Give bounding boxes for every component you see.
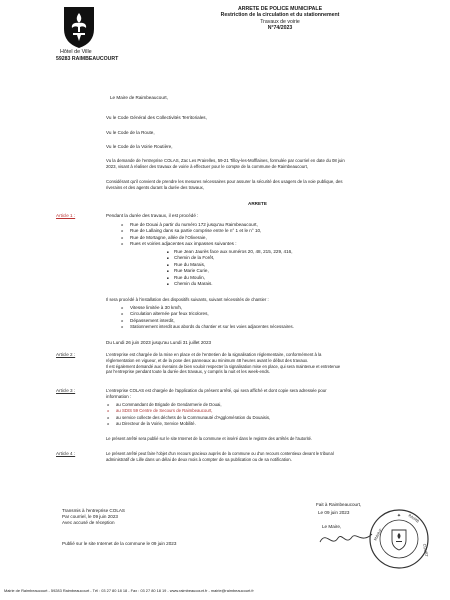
- delivery-line-3: Avec accusé de réception: [62, 519, 115, 525]
- article-2-line-2: réglementation en vigueur, et de la pose des panneaux au minimum 48 heures avant le début des travaux.: [106, 357, 309, 363]
- commune-logo: [62, 5, 96, 49]
- list-item: ■ Rue du Moulin,: [174, 275, 293, 281]
- considerant-line-2: riverains et des agents durant la durée des travaux,: [106, 185, 204, 190]
- list-item: ■ Rue du Marais,: [174, 262, 293, 268]
- delivery-block: [62, 508, 125, 525]
- article-1-street-list: [130, 222, 261, 248]
- list-item: o Rue de Douai à partir du numéro 172 jusqu'au Raimbeaucourt,: [130, 222, 261, 228]
- vu-line-4b: 2023, visant à réaliser des travaux de voirie à effectuer pour le compte de la commune de Raimbeaucourt,: [106, 164, 308, 169]
- article-1-measures-intro: Il sera procédé à l'installation des dispositifs suivants, suivant nécessités de chantier :: [106, 297, 269, 302]
- title-line-3: Travaux de voirie: [260, 18, 300, 25]
- list-item: ■ Rue Jean Jaurès face aux numéros 20, 48, 215, 229, 416,: [174, 249, 293, 255]
- vu-line-3: Vu le Code de la Voirie Routière,: [106, 144, 173, 149]
- list-item: ■ Chemin du Marais.: [174, 281, 293, 287]
- article-3-text: [106, 388, 446, 400]
- title-line-2: Restriction de la circulation et du stationnement: [220, 12, 340, 19]
- article-1-sub-list: [174, 249, 293, 287]
- vu-line-2: Vu le Code de la Route,: [106, 130, 155, 135]
- list-item: o Circulation alternée par feux tricolores,: [130, 311, 294, 317]
- list-item: ■ Chemin de la Forêt,: [174, 255, 293, 261]
- signature-place: Fait à Raimbeaucourt,: [316, 502, 362, 507]
- article-3-line-1: L'entreprise COLAS est chargée de l'application du présent arrêté, qui sera affiché et dont copie sera adressée pour: [106, 388, 327, 393]
- list-item: ■ Rue Marie Curie,: [174, 268, 293, 274]
- article-4-text: [106, 451, 446, 463]
- svg-text:✦: ✦: [396, 513, 402, 519]
- article-1-intro: Pendant la durée des travaux, il est procédé :: [106, 213, 199, 218]
- delivery-line-1: Transmis à l'entreprise COLAS: [62, 508, 125, 513]
- article-3-line-2: information :: [106, 393, 132, 399]
- delivery-line-2: Par courriel, le 09 juin 2023: [62, 513, 118, 519]
- publication-line: Publié sur le site Internet de la commune le 09 juin 2023: [62, 541, 177, 546]
- article-1-measures-list: [130, 305, 294, 331]
- list-item: o Dépassement interdit,: [130, 318, 294, 324]
- article-2-text: [106, 352, 446, 375]
- list-item: o au service collecte des déchets de la Communauté d'Agglomération du Douaisis,: [116, 415, 270, 421]
- title-line-1: ARRETE DE POLICE MUNICIPALE: [237, 6, 323, 12]
- title-line-4: N°74/2023: [267, 25, 293, 32]
- list-item: o au Commandant de Brigade de Gendarmerie de Douai,: [116, 402, 270, 408]
- list-item: o Vitesse limitée à 30 km/h,: [130, 305, 294, 311]
- article-2-line-4: par l'entreprise pendant toute la durée des travaux, y compris la nuit et les week-ends.: [106, 369, 270, 375]
- document-title: [200, 6, 360, 32]
- signature-date: Le 09 juin 2023: [318, 510, 350, 515]
- article-2-line-1: L'entreprise est chargée de la mise en place et de l'entretien de la signalisation réglementaire, conformément à la: [106, 352, 322, 357]
- article-3-label: Article 3 :: [56, 388, 76, 393]
- maire-line: Le Maire de Raimbeaucourt,: [110, 95, 168, 100]
- list-item: o au Directeur de la Voirie, Service Mobilité.: [116, 421, 270, 427]
- footer-contact: Mairie de Raimbeaucourt - 59283 Raimbeaucourt - Tél : 03 27 80 18 18 - Fax : 03 27 80 18 19 - www.raimbeaucourt.fr - mairie@raimbeaucourt.fr: [4, 588, 254, 593]
- article-2-label: Article 2 :: [56, 352, 76, 357]
- list-item: o au SDIS 59 Centre de Secours de Raimbeaucourt,: [116, 408, 270, 414]
- list-item: o Rue de Mortagne, allée de l'Oliveraie,: [130, 235, 261, 241]
- svg-text:COURT: COURT: [422, 543, 430, 558]
- considerant-line-1: Considérant qu'il convient de prendre les mesures nécessaires pour assurer la sécurité des usagers de la voie publique, des: [106, 179, 343, 184]
- list-item: o Rues et voiries adjacentes aux impasses suivantes :: [130, 241, 261, 247]
- article-3-recipients: [116, 402, 270, 428]
- vu-line-1: Vu le Code Général des Collectivités Territoriales,: [106, 115, 207, 120]
- commune-address: 59283 RAIMBEAUCOURT: [56, 56, 119, 62]
- municipal-seal: [368, 508, 430, 570]
- vu-line-4a: Vu la demande de l'entreprise COLAS, Zac Les Prairelles, 59-21 Tilloy-les-Mofflaines, formulée par courriel en date du 08 juin: [106, 158, 345, 163]
- article-4-label: Article 4 :: [56, 451, 76, 456]
- article-1-label: Article 1 :: [56, 213, 76, 218]
- svg-text:RAIMB: RAIMB: [407, 512, 421, 524]
- svg-text:MAIRIE: MAIRIE: [372, 527, 384, 542]
- signature-maire: Le Maire,: [322, 524, 342, 529]
- article-4-line-1: Le présent arrêté peut faire l'objet d'un recours gracieux auprès de la commune ou d'un recours contentieux devant le tribunal: [106, 451, 334, 456]
- arrete-heading: ARRETE: [248, 201, 267, 206]
- commune-label: Hôtel de Ville: [60, 49, 92, 55]
- article-2-line-3: Il est également demandé aux riverains de bien vouloir respecter la signalisation mise en place, qui sera maintenue et entretenue: [106, 363, 341, 369]
- list-item: o Rue de Lallaing dans sa partie comprise entre le n° 1 et le n° 10,: [130, 228, 261, 234]
- list-item: o Stationnement interdit aux abords du chantier et sur les voies adjacentes nécessaires.: [130, 324, 294, 330]
- article-3-closing: Le présent arrêté sera publié sur le site Internet de la commune et inséré dans le registre des arrêtés de l'autorité.: [106, 436, 313, 441]
- article-1-dates: Du Lundi 26 juin 2023 jusqu'au Lundi 31 juillet 2023: [106, 340, 212, 345]
- signature-scribble: [316, 528, 376, 550]
- article-4-line-2: administratif de Lille dans un délai de deux mois à compter de sa publication ou de sa notification.: [106, 456, 292, 462]
